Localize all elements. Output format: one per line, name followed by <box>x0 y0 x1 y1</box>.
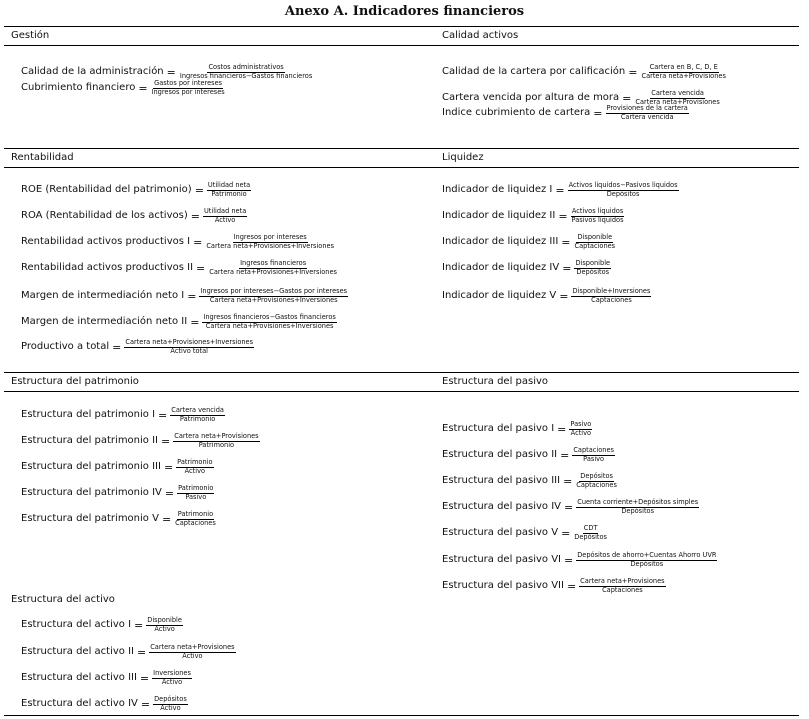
formula-label: Estructura del patrimonio III <box>21 461 161 472</box>
equals-sign: = <box>161 434 171 448</box>
fraction-denominator: Activo <box>184 467 206 475</box>
formula-fraction <box>199 288 348 304</box>
fraction-numerator: Provisiones de la cartera <box>606 104 688 113</box>
formula-row <box>442 551 717 569</box>
fraction-numerator: Ingresos financieros−Gastos financieros <box>203 313 336 322</box>
formula-label: Indicador de liquidez III <box>442 236 559 247</box>
formula-label: Estructura del pasivo I <box>442 423 555 434</box>
section-heading-calidad-activos: Calidad activos <box>442 30 519 41</box>
fraction-numerator: Cartera en B, C, D, E <box>649 63 718 72</box>
fraction-numerator: Captaciones <box>573 446 614 455</box>
section-divider <box>4 45 799 46</box>
formula-fraction <box>170 407 225 423</box>
fraction-numerator: Activos liquidos−Pasivos liquidos <box>568 181 678 190</box>
fraction-numerator: Activos liquidos <box>571 207 624 216</box>
formula-label: Rentabilidad activos productivos I <box>21 236 191 247</box>
formula-label: Estructura del patrimonio IV <box>21 487 162 498</box>
formula-row <box>21 458 214 476</box>
equals-sign: = <box>564 553 574 567</box>
equals-sign: = <box>563 474 573 488</box>
fraction-numerator: CDT <box>583 524 598 533</box>
formula-row <box>21 207 247 225</box>
equals-sign: = <box>564 500 574 514</box>
formula-label: Calidad de la cartera por calificación <box>442 66 626 77</box>
formula-label: Estructura del activo IV <box>21 698 138 709</box>
equals-sign: = <box>138 81 148 95</box>
formula-row <box>442 207 625 225</box>
formula-row <box>21 616 183 634</box>
equals-sign: = <box>558 209 568 223</box>
fraction-denominator: Depósitos <box>630 560 664 568</box>
formula-label: Estructura del pasivo VII <box>442 580 564 591</box>
formula-row <box>442 577 666 595</box>
formula-row <box>21 484 214 502</box>
fraction-numerator: Cartera neta+Provisiones <box>174 432 259 441</box>
fraction-denominator: Pasivo <box>185 493 207 501</box>
formula-label: Indicador de liquidez IV <box>442 262 560 273</box>
fraction-denominator: Activo <box>154 625 175 633</box>
fraction-numerator: Cartera neta+Provisiones <box>150 643 235 652</box>
section-heading-pasivo: Estructura del pasivo <box>442 376 549 387</box>
fraction-numerator: Ingresos por intereses−Gastos por intereses <box>200 287 348 296</box>
equals-sign: = <box>139 671 150 685</box>
equals-sign: = <box>560 448 570 462</box>
formula-row <box>442 233 616 251</box>
formula-row <box>21 643 236 661</box>
formula-fraction <box>174 511 217 527</box>
equals-sign: = <box>134 618 144 632</box>
formula-label: Rentabilidad activos productivos II <box>21 262 194 273</box>
fraction-denominator: Captaciones <box>175 519 216 527</box>
formula-label: Estructura del activo II <box>21 646 134 657</box>
equals-sign: = <box>194 183 204 197</box>
fraction-denominator: Activo <box>570 429 592 437</box>
formula-row <box>442 472 618 490</box>
formula-label: Indicador de liquidez V <box>442 290 557 301</box>
equals-sign: = <box>136 645 147 659</box>
formula-label: Estructura del patrimonio II <box>21 435 158 446</box>
fraction-denominator: Cartera neta+Provisiones <box>641 72 726 80</box>
formula-fraction <box>568 182 679 198</box>
fraction-denominator: Cartera neta+Provisiones <box>635 98 720 106</box>
fraction-numerator: Depósitos <box>154 695 187 704</box>
formula-fraction <box>573 525 608 541</box>
fraction-numerator: Disponible <box>577 233 613 242</box>
fraction-denominator: Depósitos <box>606 190 640 198</box>
equals-sign: = <box>566 579 577 593</box>
formula-fraction <box>574 260 611 276</box>
formula-fraction <box>177 485 214 501</box>
fraction-numerator: Patrimonio <box>177 458 213 467</box>
formula-label: Estructura del pasivo V <box>442 527 559 538</box>
fraction-denominator: Depósitos <box>576 268 610 276</box>
equals-sign: = <box>187 289 197 303</box>
equals-sign: = <box>562 261 572 275</box>
fraction-denominator: Activo <box>182 652 203 660</box>
formula-label: Cartera vencida por altura de mora <box>442 92 620 103</box>
fraction-numerator: Disponible <box>575 259 611 268</box>
fraction-numerator: Ingresos financieros <box>240 259 307 268</box>
formula-label: Estructura del pasivo VI <box>442 554 561 565</box>
fraction-denominator: Ingresos financieros−Gastos financieros <box>179 72 313 80</box>
formula-row <box>21 406 225 424</box>
formula-label: Estructura del pasivo IV <box>442 501 561 512</box>
fraction-denominator: Activo <box>161 678 183 686</box>
fraction-numerator: Cartera neta+Provisiones <box>580 577 665 586</box>
formula-label: ROA (Rentabilidad de los activos) <box>21 210 188 221</box>
formula-label: Estructura del activo III <box>21 672 137 683</box>
formula-fraction <box>569 421 592 437</box>
formula-fraction <box>576 552 717 568</box>
section-divider <box>4 372 799 373</box>
fraction-denominator: Pasivo <box>583 455 605 463</box>
equals-sign: = <box>561 235 571 249</box>
formula-row <box>442 287 651 305</box>
fraction-numerator: Disponible <box>147 616 182 625</box>
fraction-numerator: Ingresos por intereses <box>233 233 307 242</box>
formula-fraction <box>606 105 689 121</box>
formula-row <box>442 498 699 516</box>
fraction-numerator: Cuenta corriente+Depósitos simples <box>577 498 699 507</box>
formula-fraction <box>571 288 651 304</box>
formula-row <box>21 338 254 356</box>
formula-label: Productivo a total <box>21 341 110 352</box>
formula-label: Indice cubrimiento de cartera <box>442 107 591 118</box>
fraction-denominator: Captaciones <box>591 296 632 304</box>
section-heading-patrimonio: Estructura del patrimonio <box>11 376 139 387</box>
formula-fraction <box>203 208 247 224</box>
formula-row <box>21 432 260 450</box>
formula-row <box>21 259 338 277</box>
formula-label: Cubrimiento financiero <box>21 82 136 93</box>
fraction-numerator: Cartera vencida <box>651 89 704 98</box>
fraction-denominator: Cartera vencida <box>620 113 674 121</box>
fraction-denominator: Cartera neta+Provisiones+Inversiones <box>206 242 335 250</box>
equals-sign: = <box>555 183 565 197</box>
formula-fraction <box>207 182 251 198</box>
formula-row <box>21 79 226 97</box>
fraction-numerator: Utilidad neta <box>207 181 251 190</box>
fraction-numerator: Inversiones <box>153 669 191 678</box>
fraction-denominator: Ingresos por intereses <box>151 88 225 96</box>
fraction-denominator: Cartera neta+Provisiones+Inversiones <box>205 322 334 330</box>
equals-sign: = <box>557 422 567 436</box>
fraction-denominator: Depósitos <box>621 507 655 515</box>
formula-fraction <box>146 617 183 633</box>
equals-sign: = <box>559 289 569 303</box>
formula-fraction <box>579 578 665 594</box>
fraction-denominator: Patrimonio <box>211 190 247 198</box>
equals-sign: = <box>628 65 638 79</box>
fraction-numerator: Depósitos de ahorro+Cuentas Ahorro UVR <box>577 551 717 560</box>
fraction-denominator: Patrimonio <box>198 441 235 449</box>
formula-label: Indicador de liquidez I <box>442 184 553 195</box>
formula-fraction <box>173 433 259 449</box>
equals-sign: = <box>190 315 200 329</box>
formula-fraction <box>575 473 618 489</box>
formula-fraction <box>576 499 699 515</box>
fraction-numerator: Patrimonio <box>178 484 214 493</box>
formula-label: Estructura del pasivo II <box>442 449 558 460</box>
table-title: Anexo A. Indicadores financieros <box>284 4 525 19</box>
formula-row <box>442 446 615 464</box>
equals-sign: = <box>164 486 175 500</box>
equals-sign: = <box>593 106 603 120</box>
formula-fraction <box>149 644 235 660</box>
formula-fraction <box>176 459 213 475</box>
formula-fraction <box>179 64 313 80</box>
equals-sign: = <box>193 235 203 249</box>
equals-sign: = <box>112 340 122 354</box>
fraction-denominator: Pasivos liquidos <box>571 216 624 224</box>
section-divider <box>4 167 799 168</box>
section-heading-gestion: Gestión <box>11 30 50 41</box>
section-heading-rentabilidad: Rentabilidad <box>11 152 74 163</box>
formula-fraction <box>152 670 192 686</box>
equals-sign: = <box>161 512 172 526</box>
formula-row <box>21 669 192 687</box>
formula-label: Margen de intermediación neto II <box>21 316 188 327</box>
formula-row <box>442 181 679 199</box>
fraction-numerator: Pasivo <box>570 420 592 429</box>
equals-sign: = <box>196 261 206 275</box>
fraction-denominator: Patrimonio <box>179 415 216 423</box>
formula-label: Estructura del pasivo III <box>442 475 561 486</box>
formula-row <box>21 695 188 713</box>
formula-fraction <box>202 314 336 330</box>
section-divider <box>4 148 799 149</box>
formula-row <box>442 259 611 277</box>
formula-fraction <box>640 64 726 80</box>
fraction-denominator: Captaciones <box>602 586 643 594</box>
fraction-denominator: Cartera neta+Provisiones+Inversiones <box>209 296 338 304</box>
fraction-denominator: Captaciones <box>574 242 616 250</box>
formula-fraction <box>205 234 335 250</box>
fraction-numerator: Costos administrativos <box>208 63 284 72</box>
fraction-numerator: Utilidad neta <box>203 207 247 216</box>
equals-sign: = <box>166 65 176 79</box>
fraction-denominator: Activo <box>214 216 236 224</box>
equals-sign: = <box>190 209 200 223</box>
fraction-denominator: Captaciones <box>576 481 617 489</box>
formula-row <box>21 233 335 251</box>
fraction-numerator: Patrimonio <box>177 510 214 519</box>
formula-row <box>442 420 592 438</box>
top-rule <box>4 26 799 27</box>
formula-row <box>21 181 251 199</box>
formula-label: Estructura del patrimonio V <box>21 513 159 524</box>
formula-fraction <box>153 696 188 712</box>
fraction-denominator: Cartera neta+Provisiones+Inversiones <box>209 268 337 276</box>
formula-label: Estructura del patrimonio I <box>21 409 156 420</box>
equals-sign: = <box>158 408 168 422</box>
equals-sign: = <box>140 697 151 711</box>
formula-fraction <box>574 234 617 250</box>
fraction-denominator: Activo total <box>170 347 208 355</box>
fraction-numerator: Gastos por intereses <box>154 79 223 88</box>
section-divider <box>4 391 799 392</box>
fraction-numerator: Cartera vencida <box>171 406 224 415</box>
formula-row <box>21 313 337 331</box>
formula-fraction <box>124 339 254 355</box>
fraction-numerator: Cartera neta+Provisiones+Inversiones <box>125 338 254 347</box>
fraction-denominator: Depósitos <box>574 533 607 541</box>
fraction-denominator: Activo <box>160 704 181 712</box>
equals-sign: = <box>622 91 632 105</box>
formula-row <box>21 510 217 528</box>
formula-fraction <box>208 260 338 276</box>
bottom-rule <box>4 715 799 716</box>
formula-label: Calidad de la administración <box>21 66 164 77</box>
formula-fraction <box>572 447 615 463</box>
formula-label: ROE (Rentabilidad del patrimonio) <box>21 184 192 195</box>
equals-sign: = <box>561 526 571 540</box>
formula-label: Margen de intermediación neto I <box>21 290 185 301</box>
formula-fraction <box>151 80 226 96</box>
formula-row <box>442 104 689 122</box>
section-heading-activo: Estructura del activo <box>11 594 115 605</box>
formula-fraction <box>571 208 625 224</box>
fraction-numerator: Disponible+Inversiones <box>572 287 651 296</box>
equals-sign: = <box>163 460 174 474</box>
formula-row <box>442 63 727 81</box>
formula-row <box>442 524 608 542</box>
formula-label: Estructura del activo I <box>21 619 132 630</box>
section-heading-liquidez: Liquidez <box>442 152 484 163</box>
fraction-numerator: Depósitos <box>580 472 613 481</box>
formula-label: Indicador de liquidez II <box>442 210 556 221</box>
formula-row <box>21 287 348 305</box>
